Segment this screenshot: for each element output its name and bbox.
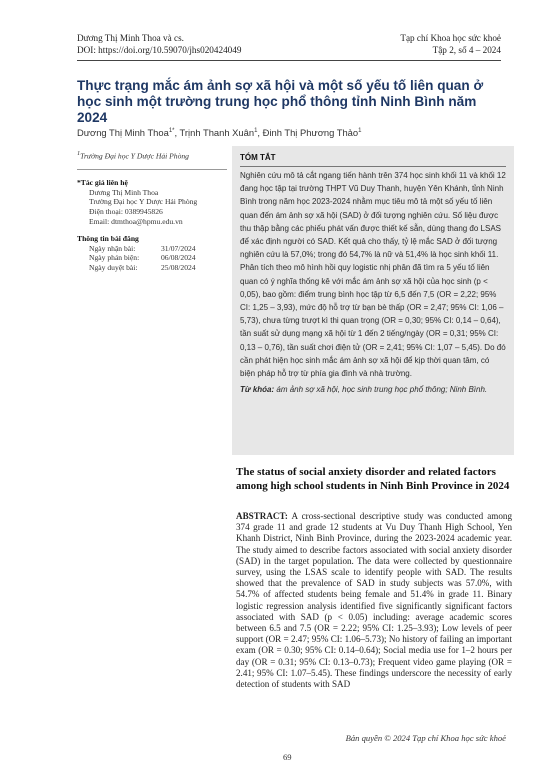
date-row: [77, 253, 227, 263]
abstract-divider: [240, 166, 506, 167]
english-abstract: [236, 511, 512, 690]
header-journal: Tạp chí Khoa học sức khoẻ: [400, 33, 501, 43]
contact-block: [77, 178, 227, 226]
header-doi[interactable]: DOI: https://doi.org/10.59070/jhs020424049: [77, 44, 242, 55]
author-list: Dương Thị Minh Thoa$^{1*}$, Trịnh Thanh Xuân$^1$, Đinh Thị Phương Thảo$^1$: [77, 127, 362, 138]
affiliation-mark: 1: [77, 150, 81, 157]
contact-phone: Điện thoại: 0389945826: [89, 206, 163, 216]
english-title: The status of social anxiety disorder and related factors among high school students in Ninh Binh Province in 2024: [236, 466, 510, 492]
english-abstract-text: A cross-sectional descriptive study was conducted among 374 grade 11 and grade 12 students at Vu Duy Thanh High School, Yen Khanh District, Ninh Binh Province, during the 2023-2024 academic year. The study aimed to describe factors associated with social anxiety disorder (SAD) in the target population. The data were collected by questionnaire survey, using the LSAS scale to identify people with SAD. The results showed that the prevalence of SAD in study subjects was 57.0%, with 54.7% of affected students being female and 51.4% in grade 11. Binary logistic regression analysis identified five significantly significant factors associated with SAD (p < 0.05) including: average academic scores between 6.5 and 7.5 (OR = 2.22; 95% CI: 1.25–3.93); Low levels of peer support (OR = 2.47; 95% CI: 1.06–5.73); No history of failing an important exam (OR = 0.30; 95% CI: 0.14–0.64); Social media use for 1–2 hours per day (OR = 0.31; 95% CI: 0.13–0.73); Frequent video game playing (OR = 2.41; 95% CI: 1.07–5.45). These findings underscore the necessity of early detection of students with SAD: [236, 511, 512, 690]
copyright-notice: Bản quyền © 2024 Tạp chí Khoa học sức khoẻ: [345, 733, 506, 743]
running-header-right: [400, 33, 501, 56]
author-affil-mark: 1*: [168, 127, 175, 134]
header-divider: [77, 60, 501, 61]
affiliation-text: Trường Đại học Y Dược Hải Phòng: [80, 151, 189, 161]
contact-name: Dương Thị Minh Thoa: [89, 187, 159, 197]
date-value: 31/07/2024: [161, 243, 196, 253]
date-value: 06/08/2024: [161, 253, 196, 263]
keywords-text: ám ảnh sợ xã hội, học sinh trung học phổ thông; Ninh Bình.: [276, 385, 488, 395]
header-authors: Dương Thị Minh Thoa và cs.: [77, 33, 184, 43]
author-affil-mark: 1: [254, 127, 258, 134]
date-value: 25/08/2024: [161, 262, 196, 272]
author-affil-mark: 1: [358, 127, 362, 134]
abstract-vi: [240, 169, 506, 396]
date-key: Ngày phản biện:: [89, 253, 140, 263]
contact-org: Trường Đại học Y Dược Hải Phòng: [89, 197, 198, 207]
author-name: Trịnh Thanh Xuân: [179, 127, 255, 138]
date-row: [77, 263, 227, 273]
abstract-vi-text: Nghiên cứu mô tả cắt ngang tiến hành trên 374 học sinh khối 11 và khối 12 đang học tập tại trường THPT Vũ Duy Thanh, huyện Yên Khánh, tỉnh Ninh Bình trong năm học 2023-2024 nhằm mục tiêu mô tả một số yếu tố liên quan đến ám ảnh sợ xã hội (SAD) ở đối tượng nghiên cứu. Số liệu được thu thập bằng các phiếu phát vấn được thiết kế sẵn, dùng thang đo LSAS để xác định người có SAD. Kết quả cho thấy, tỷ lệ mắc SAD ở đối tượng nghiên cứu là 57,0%; trong đó 54,7% là nữ và 51,4% là học sinh khối 11. Phân tích theo mô hình hồi quy logistic nhị phân đã tìm ra 5 yếu tố liên quan có ý nghĩa thống kê với mắc ám ảnh sợ xã hội của học sinh (p < 0,05), bao gồm: điểm trung bình học tập từ 6,5 đến 7,5 (OR = 2,22; 95% CI: 1,25 – 3,93), mức độ hỗ trợ từ bạn bè thấp (OR = 2,47; 95% CI: 1,06 – 5,73), chưa từng trượt kì thi quan trọng (OR = 0,30; 95% CI: 0,14 – 0,64), tần suất sử dụng mạng xã hội từ 1 đến 2 tiếng/ngày (OR = 0,31; 95% CI: 0,13 – 0,76), tần suất chơi điện tử (OR = 2,41; 95% CI: 1,07 – 5,45). Do đó cần phát hiện học sinh mắc ám ảnh sợ xã hội để kịp thời quan tâm, có biện pháp hỗ trợ từ phía gia đình và nhà trường.: [240, 171, 506, 379]
keywords: [240, 383, 506, 396]
author-name: Đinh Thị Phương Thảo: [262, 127, 359, 138]
article-title: Thực trạng mắc ám ảnh sợ xã hội và một số yếu tố liên quan ở học sinh một trường trung học phổ thông tỉnh Ninh Bình năm 2024: [77, 78, 484, 125]
keywords-label: Từ khóa:: [240, 385, 275, 395]
author-name: Dương Thị Minh Thoa: [77, 127, 169, 138]
header-volume: Tập 2, số 4 – 2024: [432, 44, 501, 55]
running-header-left: [77, 33, 241, 56]
contact-email[interactable]: Email: dtmthoa@hpmu.edu.vn: [89, 216, 183, 226]
date-row: [77, 244, 227, 254]
contact-label: *Tác giả liên hệ: [77, 178, 128, 188]
affiliation: [77, 149, 227, 170]
date-key: Ngày nhận bài:: [89, 243, 136, 253]
article-info-label: Thông tin bài đăng: [77, 234, 139, 244]
abstract-heading: TÓM TẮT: [240, 153, 276, 162]
date-key: Ngày duyệt bài:: [89, 262, 138, 272]
english-abstract-label: ABSTRACT:: [236, 511, 288, 521]
page-number: 69: [283, 752, 292, 762]
article-info-column: [77, 149, 227, 272]
article-dates: [77, 234, 227, 272]
